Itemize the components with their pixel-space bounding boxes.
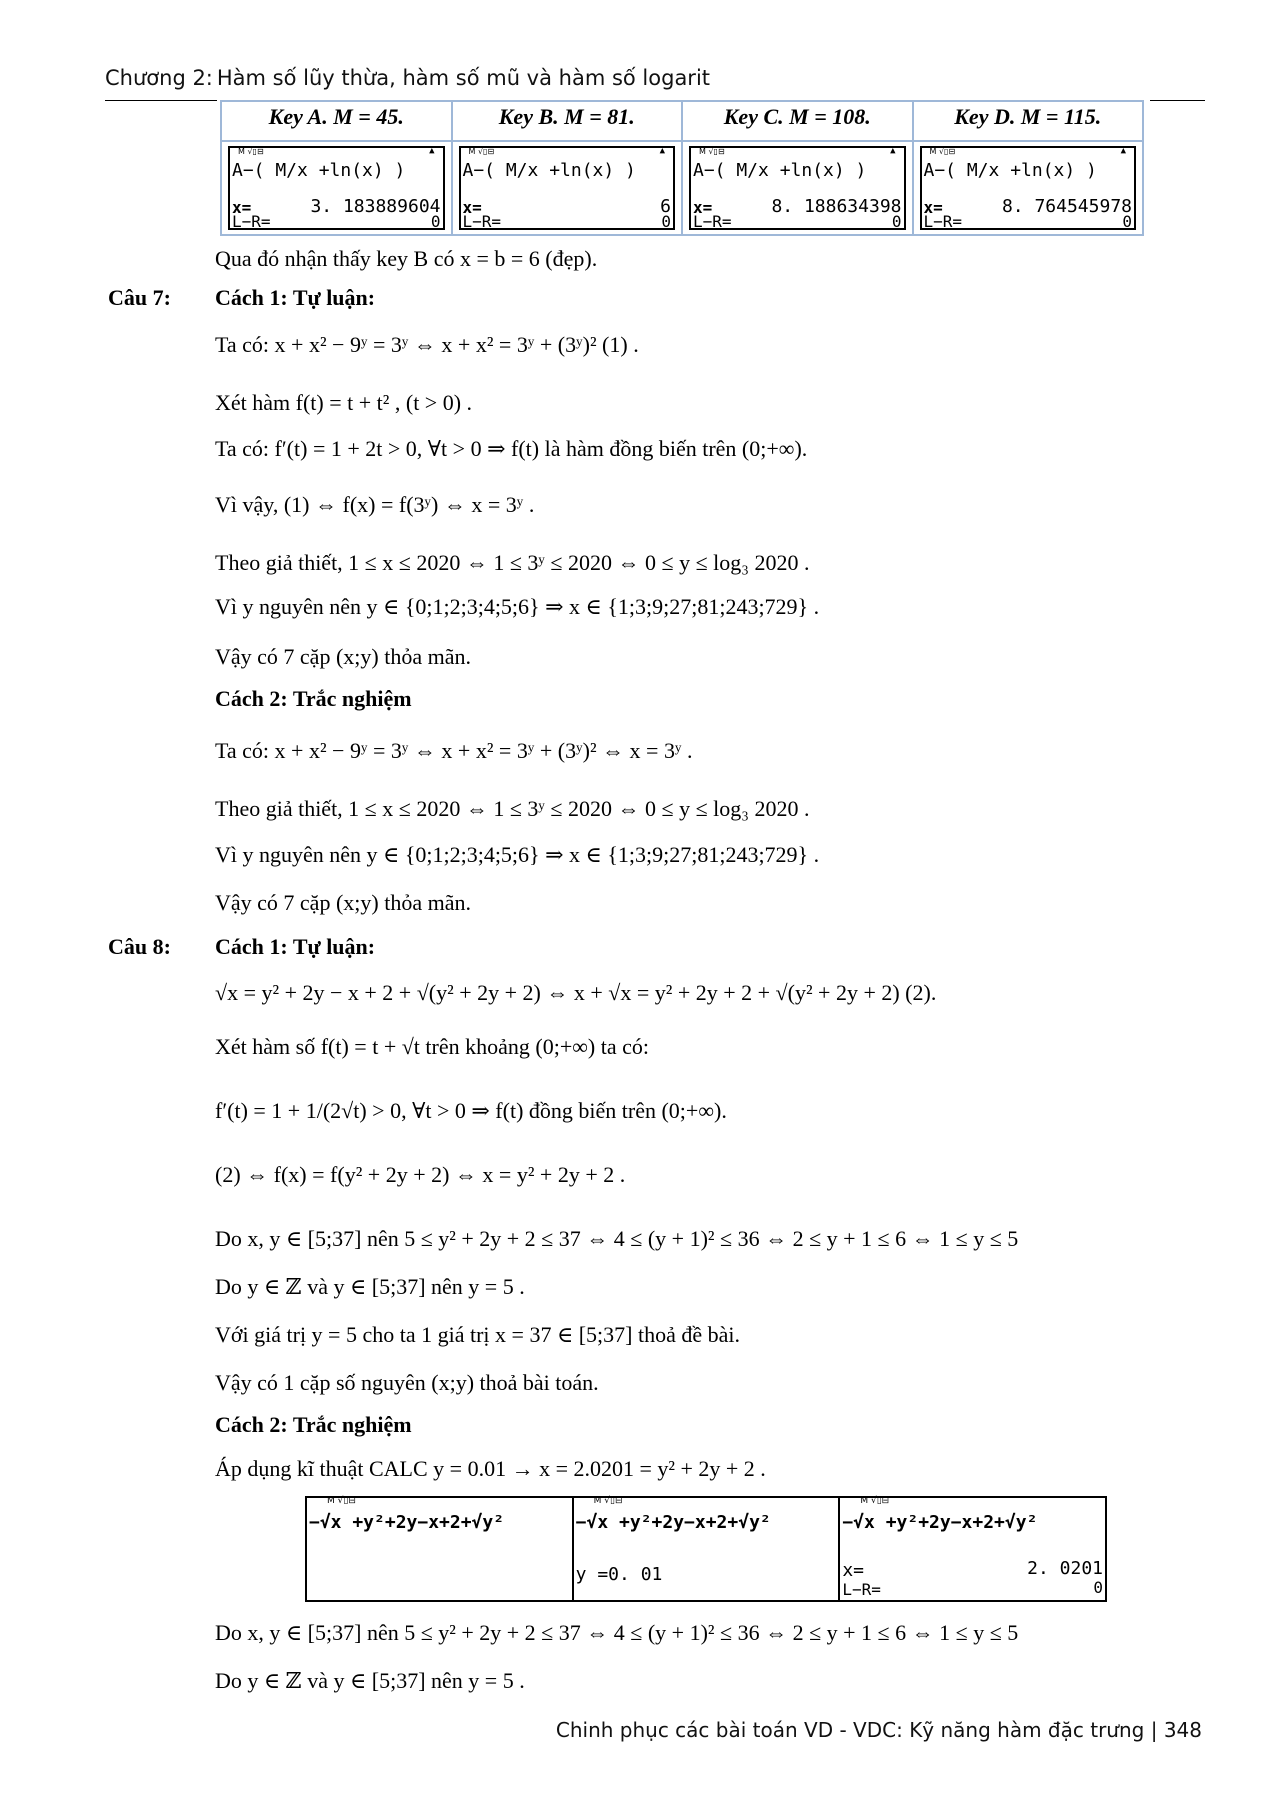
calc-x-value: 8. 188634398 [771, 196, 902, 217]
key-c-label: Key C. M = 108. [682, 101, 913, 141]
calc-screenshots [305, 1496, 1107, 1602]
calculator-screen [459, 146, 676, 230]
method-1-heading: Cách 1: Tự luận: [215, 285, 376, 310]
calc-expression: −√x +y²+2y−x+2+√y² [309, 1512, 505, 1533]
calc-y-input: y =0. 01 [575, 1564, 663, 1585]
math-line: Vậy có 7 cặp (x;y) thỏa mãn. [215, 890, 471, 915]
math-line: f′(t) = 1 + 1/(2√t) > 0, ∀t > 0 ⇒ f(t) đồng biến trên (0;+∞). [215, 1098, 727, 1123]
math-line: Theo giả thiết, 1 ≤ x ≤ 2020 ⇔ 1 ≤ 3ʸ ≤ 2020 ⇔ 0 ≤ y ≤ log₃ 2020 . [215, 796, 810, 821]
calc-x-value: 3. 183889604 [310, 196, 441, 217]
math-line: Với giá trị y = 5 cho ta 1 giá trị x = 37 ∈ [5;37] thoả đề bài. [215, 1322, 741, 1347]
key-b-calc-cell [452, 141, 683, 235]
scroll-up-icon: ▲ [890, 146, 896, 156]
math-line: Ta có: f′(t) = 1 + 2t > 0, ∀t > 0 ⇒ f(t) là hàm đồng biến trên (0;+∞). [215, 436, 808, 461]
calc-lr-label: L−R= [462, 212, 502, 231]
calc-x-value: 2. 0201 [1027, 1558, 1104, 1579]
math-line: Theo giả thiết, 1 ≤ x ≤ 2020 ⇔ 1 ≤ 3ʸ ≤ 2020 ⇔ 0 ≤ y ≤ log₃ 2020 . [215, 550, 810, 575]
calc-indicator: M √▯⊟ [929, 147, 956, 156]
calc-lr-value: 0 [1093, 1578, 1104, 1597]
calc-expression: A−( M/x +ln(x) ) [693, 160, 867, 181]
calc-x-label: x= [842, 1560, 865, 1581]
scroll-up-icon: ▲ [1120, 146, 1126, 156]
chapter-title: Hàm số lũy thừa, hàm số mũ và hàm số logarit [216, 66, 711, 90]
math-line: Do y ∈ ℤ và y ∈ [5;37] nên y = 5 . [215, 1668, 525, 1693]
chapter-label: Chương 2: [105, 66, 213, 90]
calc-lr-label: L−R= [923, 212, 963, 231]
math-line: (2) ⇔ f(x) = f(y² + 2y + 2) ⇔ x = y² + 2y + 2 . [215, 1162, 626, 1187]
key-b-label: Key B. M = 81. [452, 101, 683, 141]
scroll-up-icon: ▲ [429, 146, 435, 156]
footer-separator: | [1150, 1718, 1158, 1742]
key-a-calc-cell [221, 141, 452, 235]
calc-x-label: x= [693, 198, 713, 217]
key-a-label: Key A. M = 45. [221, 101, 452, 141]
calc-x-value: 6 [660, 196, 671, 217]
math-line: Vậy có 1 cặp số nguyên (x;y) thoả bài toán. [215, 1370, 599, 1395]
calc-lr-label: L−R= [232, 212, 271, 231]
method-1-heading: Cách 1: Tự luận: [215, 934, 376, 959]
calc-indicator: M √▯⊟ [860, 1496, 890, 1506]
footer-book: Chinh phục các bài toán VD - VDC: [555, 1718, 903, 1742]
calculator-screen [307, 1498, 574, 1600]
math-line: Do x, y ∈ [5;37] nên 5 ≤ y² + 2y + 2 ≤ 37 ⇔ 4 ≤ (y + 1)² ≤ 36 ⇔ 2 ≤ y + 1 ≤ 6 ⇔ 1 ≤ y ≤ 5 [215, 1226, 1019, 1251]
calc-indicator: M √▯⊟ [327, 1496, 356, 1506]
math-line: Do y ∈ ℤ và y ∈ [5;37] nên y = 5 . [215, 1274, 525, 1299]
math-line: Xét hàm số f(t) = t + √t trên khoảng (0;+∞) ta có: [215, 1034, 649, 1059]
key-d-label: Key D. M = 115. [913, 101, 1144, 141]
question-7-label: Câu 7: [108, 285, 171, 310]
header-rule [1150, 100, 1205, 101]
key-table [220, 100, 1144, 236]
scroll-up-icon: ▲ [659, 146, 665, 156]
calc-lr-label: L−R= [842, 1580, 881, 1599]
calc-indicator: M √▯⊟ [238, 147, 264, 156]
calc-indicator: M √▯⊟ [699, 147, 725, 156]
math-line: Ta có: x + x² − 9ʸ = 3ʸ ⇔ x + x² = 3ʸ + (3ʸ)² ⇔ x = 3ʸ . [215, 738, 693, 763]
calc-expression: A−( M/x +ln(x) ) [923, 160, 1097, 181]
calc-lr-value: 0 [661, 212, 671, 231]
calc-x-value: 8. 764545978 [1001, 196, 1132, 217]
math-line: Do x, y ∈ [5;37] nên 5 ≤ y² + 2y + 2 ≤ 37 ⇔ 4 ≤ (y + 1)² ≤ 36 ⇔ 2 ≤ y + 1 ≤ 6 ⇔ 1 ≤ y ≤ 5 [215, 1620, 1019, 1645]
calc-x-label: x= [462, 198, 482, 217]
calc-lr-value: 0 [1122, 212, 1132, 231]
calc-lr-value: 0 [891, 212, 902, 231]
calculator-screen [840, 1498, 1105, 1600]
page-header [105, 66, 1205, 100]
method-2-heading: Cách 2: Trắc nghiệm [215, 1412, 412, 1437]
math-line: Áp dụng kĩ thuật CALC y = 0.01 → x = 2.0201 = y² + 2y + 2 . [215, 1456, 766, 1481]
math-line: Xét hàm f(t) = t + t² , (t > 0) . [215, 390, 473, 415]
calc-lr-value: 0 [430, 212, 441, 231]
math-line: Vì y nguyên nên y ∈ {0;1;2;3;4;5;6} ⇒ x ∈ {1;3;9;27;81;243;729} . [215, 842, 820, 867]
key-d-calc-cell [913, 141, 1144, 235]
footer-topic: Kỹ năng hàm đặc trưng [909, 1718, 1145, 1742]
calculator-screen [920, 146, 1137, 230]
math-line: Vì y nguyên nên y ∈ {0;1;2;3;4;5;6} ⇒ x ∈ {1;3;9;27;81;243;729} . [215, 594, 820, 619]
math-line: Ta có: x + x² − 9ʸ = 3ʸ ⇔ x + x² = 3ʸ + (3ʸ)² (1) . [215, 332, 639, 357]
calc-lr-label: L−R= [693, 212, 732, 231]
math-line: √x = y² + 2y − x + 2 + √(y² + 2y + 2) ⇔ x + √x = y² + 2y + 2 + √(y² + 2y + 2) (2). [215, 980, 937, 1005]
calc-x-label: x= [923, 198, 943, 217]
question-8-label: Câu 8: [108, 934, 171, 959]
text-line: Qua đó nhận thấy key B có x = b = 6 (đẹp). [215, 246, 598, 271]
page-number: 348 [1163, 1718, 1202, 1742]
calc-indicator: M √▯⊟ [468, 147, 495, 156]
calc-expression: A−( M/x +ln(x) ) [462, 160, 636, 181]
method-2-heading: Cách 2: Trắc nghiệm [215, 686, 412, 711]
math-line: Vì vậy, (1) ⇔ f(x) = f(3ʸ) ⇔ x = 3ʸ . [215, 492, 535, 517]
math-line: Vậy có 7 cặp (x;y) thỏa mãn. [215, 644, 471, 669]
calc-indicator: M √▯⊟ [593, 1496, 623, 1506]
calc-expression: A−( M/x +ln(x) ) [232, 160, 406, 181]
calc-x-label: x= [232, 198, 252, 217]
page-footer [556, 1718, 1202, 1742]
header-underline [105, 100, 217, 101]
calculator-screen [574, 1498, 841, 1600]
calc-expression: −√x +y²+2y−x+2+√y² [842, 1512, 1038, 1533]
key-c-calc-cell [682, 141, 913, 235]
calculator-screen [689, 146, 906, 230]
calculator-screen [228, 146, 445, 230]
calc-expression: −√x +y²+2y−x+2+√y² [575, 1512, 771, 1533]
